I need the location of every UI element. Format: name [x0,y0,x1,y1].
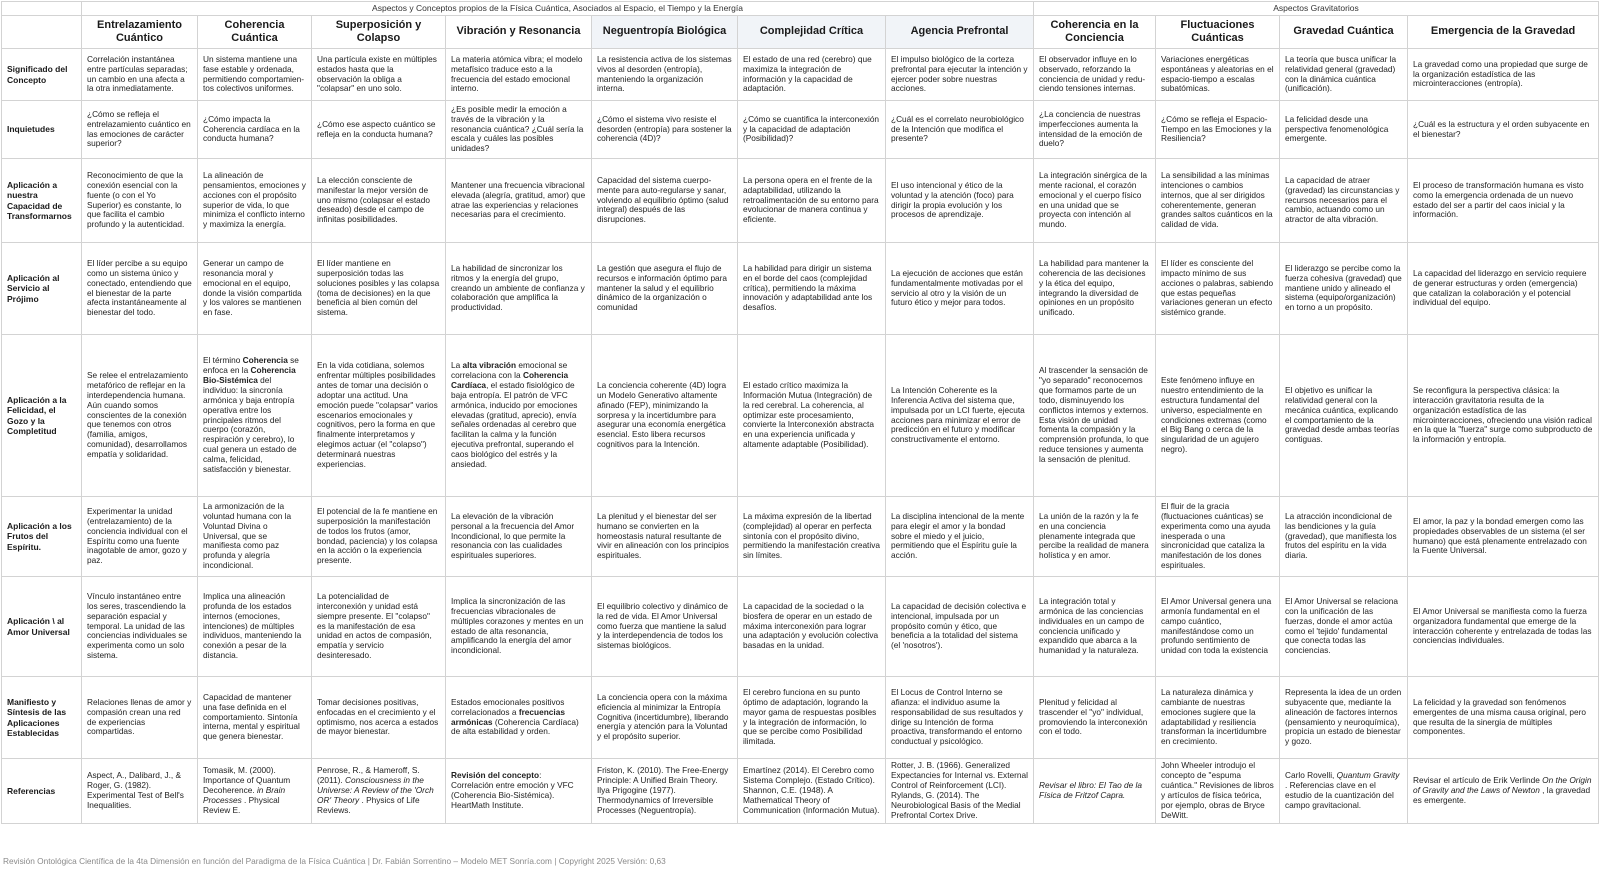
column-header-11: Emergencia de la Gravedad [1408,16,1599,49]
row-header: Aplicación \ al Amor Universal [2,577,82,677]
table-cell: Experimentar la unidad (entrelazamiento) de la conciencia individual con el Espíritu como una fuente inagotable de amor, gozo y paz. [82,497,198,577]
column-header-1: Entrelazamiento Cuántico [82,16,198,49]
table-cell: ¿Cuál es el correlato neurobiológico de la Intención que modifica el presente? [886,101,1034,159]
row-header: Manifiesto y Síntesis de las Aplicaciones Establecidas [2,677,82,759]
table-cell: La alineación de pensamientos, emociones y acciones con el propósito superior de vida, lo que minimiza el conflicto interno y maximiza la energía. [198,159,312,243]
group-header-row [2,2,1599,16]
table-cell: Un sistema mantiene una fase estable y ordenada, permitiendo comportamien-tos colectivos uniformes. [198,49,312,101]
table-row [2,49,1599,101]
table-cell: La persona opera en el frente de la adaptabilidad, utilizando la retroalimentación de su entorno para evolucionar de manera continua y eficiente. [738,159,886,243]
table-cell: La conciencia opera con la máxima eficiencia al minimizar la Entropía Cognitiva (incertidumbre), liberando energía y atención para la Voluntad y el propósito superior. [592,677,738,759]
table-cell: Relaciones llenas de amor y compasión crean una red de experiencias compartidas. [82,677,198,759]
table-cell: La gestión que asegura el flujo de recursos e información óptimo para mantener la salud y el equilibrio dinámico de la organización o comunidad [592,243,738,335]
table-cell: La máxima expresión de la libertad (complejidad) al operar en perfecta sintonía con el propósito divino, permitiendo la manifestación creativa sin límites. [738,497,886,577]
table-cell: Se reconfigura la perspectiva clásica: la interacción gravitatoria resulta de la organización estadística de las microinteracciones, ofreciendo una visión radical en la que la "fuerza" surge como subproducto de la información y entropía. [1408,335,1599,497]
table-cell: El Amor Universal se manifiesta como la fuerza organizadora fundamental que emerge de la interacción coherente y entrelazada de todas las conciencias individuales. [1408,577,1599,677]
table-cell: Representa la idea de un orden subyacente que, mediante la alineación de factores internos (pensamiento y neuroquímica), propicia un estado de bienestar y gozo. [1280,677,1408,759]
column-header-10: Gravedad Cuántica [1280,16,1408,49]
table-cell: El Amor Universal se relaciona con la unificación de las fuerzas, donde el amor actúa como el 'tejido' fundamental que conecta todas las conciencias. [1280,577,1408,677]
table-cell: La materia atómica vibra; el modelo metafísico traduce esto a la frecuencia del estado emocional interno. [446,49,592,101]
column-header-row [2,16,1599,49]
table-cell: La elevación de la vibración personal a la frecuencia del Amor Incondicional, lo que permite la resonancia con las cualidades espirituales superiores. [446,497,592,577]
table-cell: ¿Cómo se refleja el entrelazamiento cuántico en las emociones de carácter superior? [82,101,198,159]
row-header: Inquietudes [2,101,82,159]
group-header-quantum: Aspectos y Conceptos propios de la Física Cuántica, Asociados al Espacio, el Tiempo y la Energía [82,2,1034,16]
column-header-7: Agencia Prefrontal [886,16,1034,49]
corner-cell [2,2,82,16]
column-header-6: Complejidad Crítica [738,16,886,49]
table-row [2,677,1599,759]
table-cell: El impulso biológico de la corteza prefrontal para ejecutar la intención y ejercer poder sobre nuestras acciones. [886,49,1034,101]
table-cell: El cerebro funciona en su punto óptimo de adaptación, logrando la mayor gama de respuestas posibles y la integración de información, lo que se percibe como Posibilidad ilimitada. [738,677,886,759]
table-cell: Friston, K. (2010). The Free-Energy Principle: A Unified Brain Theory. Ilya Prigogine (1977). Thermodynamics of Irreversible Processes (Neguentropía). [592,759,738,824]
table-cell: La atracción incondicional de las bendiciones y la guía (gravedad), que manifiesta los frutos del espíritu en la vida diaria. [1280,497,1408,577]
table-cell: Revisión del concepto: Correlación entre emoción y VFC (Coherencia Bio-Sistémica). HeartMath Institute. [446,759,592,824]
table-cell: La conciencia coherente (4D) logra un Modelo Generativo altamente afinado (FEP), minimizando la sorpresa y la incertidumbre para asegurar una economía energética esencial. Esto libera recursos cognitivos para la Intención. [592,335,738,497]
table-cell: Emartínez (2014). El Cerebro como Sistema Complejo. (Estado Crítico). Shannon, C.E. (1948). A Mathematical Theory of Communication (Información Mutua). [738,759,886,824]
corner-cell-2 [2,16,82,49]
row-header: Aplicación a nuestra Capacidad de Transformarnos [2,159,82,243]
table-cell: Carlo Rovelli, Quantum Gravity . Referencias clave en el estudio de la cuantización del campo gravitacional. [1280,759,1408,824]
table-cell: Implica la sincronización de las frecuencias vibracionales de múltiples corazones y mentes en un estado de alta resonancia, amplificando la energía del amor incondicional. [446,577,592,677]
table-cell: El término Coherencia se enfoca en la Coherencia Bio-Sistémica del individuo: la sincronía armónica y baja entropía operativa entre los principales ritmos del cuerpo (corazón, respiración y cerebro), lo cual genera un estado de calma, felicidad, satisfacción y bienestar. [198,335,312,497]
table-cell: La capacidad del liderazgo en servicio requiere de generar estructuras y orden (emergencia) que catalizan la colaboración y el potencial individual del equipo. [1408,243,1599,335]
table-cell: La integración sinérgica de la mente racional, el corazón emocional y el cuerpo físico en una unidad que se proyecta con intención al mundo. [1034,159,1156,243]
table-cell: Se relee el entrelazamiento metafórico de reflejar en la interdependencia humana. Aún cuando somos conscientes de la conexión que tenemos con otros (familia, amigos, comunidad), desarrollamos empatía y solidaridad. [82,335,198,497]
table-cell: El liderazgo se percibe como la fuerza cohesiva (gravedad) que mantiene unido y alineado el sistema (equipo/organización) en torno a un propósito. [1280,243,1408,335]
table-cell: La integración total y armónica de las conciencias individuales en un campo de conciencia unificado y expandido que abarca a la humanidad y la naturaleza. [1034,577,1156,677]
table-cell: El Locus de Control Interno se afianza: el individuo asume la responsabilidad de sus resultados y dirige su Intención de forma proactiva, transformando el entorno conductual y psicológico. [886,677,1034,759]
row-header: Aplicación a los Frutos del Espíritu. [2,497,82,577]
table-cell: La naturaleza dinámica y cambiante de nuestras emociones sugiere que la adaptabilidad y resiliencia transforman la incertidumbre en crecimiento. [1156,677,1280,759]
table-cell: La alta vibración emocional se correlaciona con la Coherencia Cardíaca, el estado fisiológico de baja entropía. El patrón de VFC armónica, inducido por emociones elevadas (gratitud, aprecio), envía señales ordenadas al cerebro que facilitan la calma y la función ejecutiva prefrontal, superando el caos biológico del estrés y la ansiedad. [446,335,592,497]
table-cell: Aspect, A., Dalibard, J., & Roger, G. (1982). Experimental Test of Bell's Inequalities. [82,759,198,824]
table-cell: El líder es consciente del impacto mínimo de sus acciones o palabras, sabiendo que estas pequeñas variaciones generan un efecto sistémico grande. [1156,243,1280,335]
table-cell: ¿Cómo el sistema vivo resiste el desorden (entropía) para sostener la coherencia (4D)? [592,101,738,159]
table-cell: El estado de una red (cerebro) que maximiza la integración de información y la capacidad de adaptación. [738,49,886,101]
table-cell: La capacidad de atraer (gravedad) las circunstancias y recursos necesarios para el cambio, actuando como un atractor de alta vibración. [1280,159,1408,243]
table-cell: El proceso de transformación humana es visto como la emergencia ordenada de un nuevo estado del ser a partir del caos inicial y la información. [1408,159,1599,243]
table-cell: El estado crítico maximiza la Información Mutua (Integración) de la red cerebral. La coherencia, al optimizar este procesamiento, convierte la Interconexión abstracta en una experiencia unificada y altamente adaptable (Posibilidad). [738,335,886,497]
table-cell: Tomar decisiones positivas, enfocadas en el crecimiento y el optimismo, nos acerca a estados de mayor bienestar. [312,677,446,759]
row-header: Aplicación a la Felicidad, el Gozo y la Completitud [2,335,82,497]
table-cell: El uso intencional y ético de la voluntad y la atención (foco) para dirigir la propia evolución y los procesos de aprendizaje. [886,159,1034,243]
table-cell: Una partícula existe en múltiples estados hasta que la observación la obliga a "colapsar" en uno solo. [312,49,446,101]
table-cell: Penrose, R., & Hameroff, S. (2011). Consciousness in the Universe: A Review of the 'Orch OR' Theory . Physics of Life Reviews. [312,759,446,824]
table-cell: La habilidad para dirigir un sistema en el borde del caos (complejidad crítica), permitiendo la máxima innovación y adaptabilidad ante los desafíos. [738,243,886,335]
table-cell: La resistencia activa de los sistemas vivos al desorden (entropía), manteniendo la organización interna. [592,49,738,101]
group-header-gravity: Aspectos Gravitatorios [1034,2,1599,16]
table-row [2,159,1599,243]
table-cell: La sensibilidad a las mínimas intenciones o cambios internos, que al ser dirigidos coherentemente, generan grandes saltos cuánticos en la calidad de vida. [1156,159,1280,243]
table-cell: La capacidad de decisión colectiva e intencional, impulsada por un propósito común y ético, que beneficia a la totalidad del sistema (el 'nosotros'). [886,577,1034,677]
column-header-5: Neguentropía Biológica [592,16,738,49]
table-cell: Mantener una frecuencia vibracional elevada (alegría, gratitud, amor) que atrae las experiencias y relaciones necesarias para el crecimiento. [446,159,592,243]
column-header-8: Coherencia en la Conciencia [1034,16,1156,49]
table-row [2,101,1599,159]
row-header: Referencias [2,759,82,824]
table-cell: El líder mantiene en superposición todas las soluciones posibles y las colapsa (toma de decisiones) en la que beneficia al bien común del sistema. [312,243,446,335]
table-cell: ¿La conciencia de nuestras imperfecciones aumenta la intensidad de la emoción de duelo? [1034,101,1156,159]
table-cell: El Amor Universal genera una armonía fundamental en el campo cuántico, manifestándose como un profundo sentimiento de unidad con toda la existencia [1156,577,1280,677]
table-cell: La teoría que busca unificar la relatividad general (gravedad) con la dinámica cuántica (unificación). [1280,49,1408,101]
table-cell: El fluir de la gracia (fluctuaciones cuánticas) se experimenta como una ayuda inesperada o una sincronicidad que cataliza la manifestación de los dones espirituales. [1156,497,1280,577]
table-cell: El amor, la paz y la bondad emergen como las propiedades observables de un sistema (el ser humano) que está plenamente entrelazado con la Fuente Universal. [1408,497,1599,577]
table-cell: La ejecución de acciones que están fundamentalmente motivadas por el servicio al otro y la visión de un futuro ético y mejor para todos. [886,243,1034,335]
table-cell: ¿Cómo impacta la Coherencia cardíaca en la conducta humana? [198,101,312,159]
column-header-2: Coherencia Cuántica [198,16,312,49]
table-cell: ¿Cuál es la estructura y el orden subyacente en el bienestar? [1408,101,1599,159]
table-cell: ¿Es posible medir la emoción a través de la vibración y la resonancia cuántica? ¿Cuál sería la escala y cuáles las posibles unidades? [446,101,592,159]
column-header-3: Superposición y Colapso [312,16,446,49]
table-cell: Estados emocionales positivos correlacionados a frecuencias armónicas (Coherencia Cardíaca) de alta estabilidad y orden. [446,677,592,759]
table-cell: Reconocimiento de que la conexión esencial con la fuente (o con el Yo Superior) es constante, lo que facilita el cambio profundo y la autenticidad. [82,159,198,243]
table-row [2,497,1599,577]
table-cell: La plenitud y el bienestar del ser humano se convierten en la homeostasis natural resultante de vivir en alineación con los principios espirituales. [592,497,738,577]
table-cell: ¿Cómo se refleja el Espacio-Tiempo en las Emociones y la Resiliencia? [1156,101,1280,159]
table-cell: El observador influye en lo observado, reforzando la conciencia de unidad y redu-ciendo tensiones internas. [1034,49,1156,101]
table-cell: Implica una alineación profunda de los estados internos (emociones, intenciones) de múltiples individuos, manteniendo la conexión a pesar de la distancia. [198,577,312,677]
table-cell: La felicidad y la gravedad son fenómenos emergentes de una misma causa original, pero que resulta de la sinergia de múltiples componentes. [1408,677,1599,759]
table-body [2,49,1599,824]
column-header-4: Vibración y Resonancia [446,16,592,49]
table-cell: Plenitud y felicidad al trascender el "yo" individual, promoviendo la interconexión con el todo. [1034,677,1156,759]
table-cell: Revisar el artículo de Erik Verlinde On the Origin of Gravity and the Laws of Newton , la gravedad es emergente. [1408,759,1599,824]
table-cell: ¿Cómo se cuantifica la interconexión y la capacidad de adaptación (Posibilidad)? [738,101,886,159]
table-cell: La gravedad como una propiedad que surge de la organización estadística de las microinteracciones (entropía). [1408,49,1599,101]
table-cell: La elección consciente de manifestar la mejor versión de uno mismo (colapsar el estado deseado) desde el campo de infinitas posibilidades. [312,159,446,243]
table-cell: El potencial de la fe mantiene en superposición la manifestación de todos los frutos (amor, bondad, paciencia) y los colapsa en la acción o la experiencia presente. [312,497,446,577]
table-cell: Tomasik, M. (2000). Importance of Quantum Decoherence. in Brain Processes . Physical Review E. [198,759,312,824]
table-cell: Capacidad del sistema cuerpo-mente para auto-regularse y sanar, volviendo al equilibrio óptimo (salud integral) después de las disrupciones. [592,159,738,243]
table-cell: El objetivo es unificar la relatividad general con la mecánica cuántica, explicando el comportamiento de la gravedad desde ambas teorías contiguas. [1280,335,1408,497]
table-cell: Al trascender la sensación de "yo separado" reconocemos que formamos parte de un todo, disminuyendo los conflictos internos y externos. Esta visión de unidad fomenta la compasión y la comprensión profunda, lo que reduce tensiones y aumenta la sensación de plenitud. [1034,335,1156,497]
table-cell: La Intención Coherente es la Inferencia Activa del sistema que, impulsada por un LCI fuerte, ejecuta acciones para minimizar el error de predicción en el futuro y modificar constructivamente el entorno. [886,335,1034,497]
table-row [2,335,1599,497]
row-header: Aplicación al Servicio al Prójimo [2,243,82,335]
table-cell: Variaciones energéticas espontáneas y aleatorias en el espacio-tiempo a escalas subatómicas. [1156,49,1280,101]
table-cell: En la vida cotidiana, solemos enfrentar múltiples posibilidades antes de tomar una decisión o adoptar una actitud. Una emoción puede "colapsar" varios escenarios emocionales y cognitivos, pero la forma en que finalmente interpretamos y elegimos actuar (el "colapso") determinará nuestras experiencias. [312,335,446,497]
table-cell: ¿Cómo ese aspecto cuántico se refleja en la conducta humana? [312,101,446,159]
table-cell: John Wheeler introdujo el concepto de "espuma cuántica." Revisiones de libros y artículos de física teórica, por ejemplo, obras de Bryce DeWitt. [1156,759,1280,824]
table-row [2,577,1599,677]
table-row [2,759,1599,824]
table-cell: Este fenómeno influye en nuestro entendimiento de la estructura fundamental del universo, especialmente en condiciones extremas (como el Big Bang o cerca de la singularidad de un agujero negro). [1156,335,1280,497]
table-cell: La armonización de la voluntad humana con la Voluntad Divina o Universal, que se manifiesta como paz profunda y alegría incondicional. [198,497,312,577]
document-footer: Revisión Ontológica Científica de la 4ta Dimensión en función del Paradigma de la Física Cuántica | Dr. Fabián Sorrentino – Modelo MET Sonría.com | Copyright 2025 Versión: 0,63 [3,856,666,866]
table-cell: La capacidad de la sociedad o la biosfera de operar en un estado de máxima interconexión para lograr una adaptación y evolución colectiva basadas en la unidad. [738,577,886,677]
table-cell: Revisar el libro: El Tao de la Física de Fritzof Capra. [1034,759,1156,824]
column-header-9: Fluctuaciones Cuánticas [1156,16,1280,49]
table-cell: Capacidad de mantener una fase definida en el comportamiento. Sintonía interna, mental y espiritual que genera bienestar. [198,677,312,759]
table-cell: Generar un campo de resonancia moral y emocional en el equipo, donde la visión compartida y los valores se mantienen en fase. [198,243,312,335]
table-cell: La disciplina intencional de la mente para elegir el amor y la bondad sobre el miedo y el juicio, permitiendo que el Espíritu guíe la acción. [886,497,1034,577]
table-cell: La habilidad para mantener la coherencia de las decisiones y la ética del equipo, integrando la diversidad de opiniones en un propósito unificado. [1034,243,1156,335]
table-row [2,243,1599,335]
row-header: Significado del Concepto [2,49,82,101]
table-cell: El equilibrio colectivo y dinámico de la red de vida. El Amor Universal como fuerza que mantiene la salud y la interdependencia de todos los sistemas biológicos. [592,577,738,677]
table-cell: El líder percibe a su equipo como un sistema único y conectado, entendiendo que el bienestar de la parte afecta instantáneamente al bienestar del todo. [82,243,198,335]
table-cell: Rotter, J. B. (1966). Generalized Expectancies for Internal vs. External Control of Reinforcement (LCI). Rylands, G. (2014). The Neurobiological Basis of the Medial Prefrontal Cortex Drive. [886,759,1034,824]
table-cell: La potencialidad de interconexión y unidad está siempre presente. El "colapso" es la manifestación de esa unidad en actos de compasión, empatía y servicio desinteresado. [312,577,446,677]
table-cell: La unión de la razón y la fe en una conciencia plenamente integrada que percibe la realidad de manera holística y en amor. [1034,497,1156,577]
ontology-table [1,1,1599,824]
table-cell: La habilidad de sincronizar los ritmos y la energía del grupo, creando un ambiente de confianza y colaboración que amplifica la productividad. [446,243,592,335]
table-cell: La felicidad desde una perspectiva fenomenológica emergente. [1280,101,1408,159]
table-cell: Vínculo instantáneo entre los seres, trascendiendo la separación espacial y temporal. La unidad de las conciencias individuales se experimenta como un solo sistema. [82,577,198,677]
table-cell: Correlación instantánea entre partículas separadas; un cambio en una afecta a la otra inmediatamente. [82,49,198,101]
